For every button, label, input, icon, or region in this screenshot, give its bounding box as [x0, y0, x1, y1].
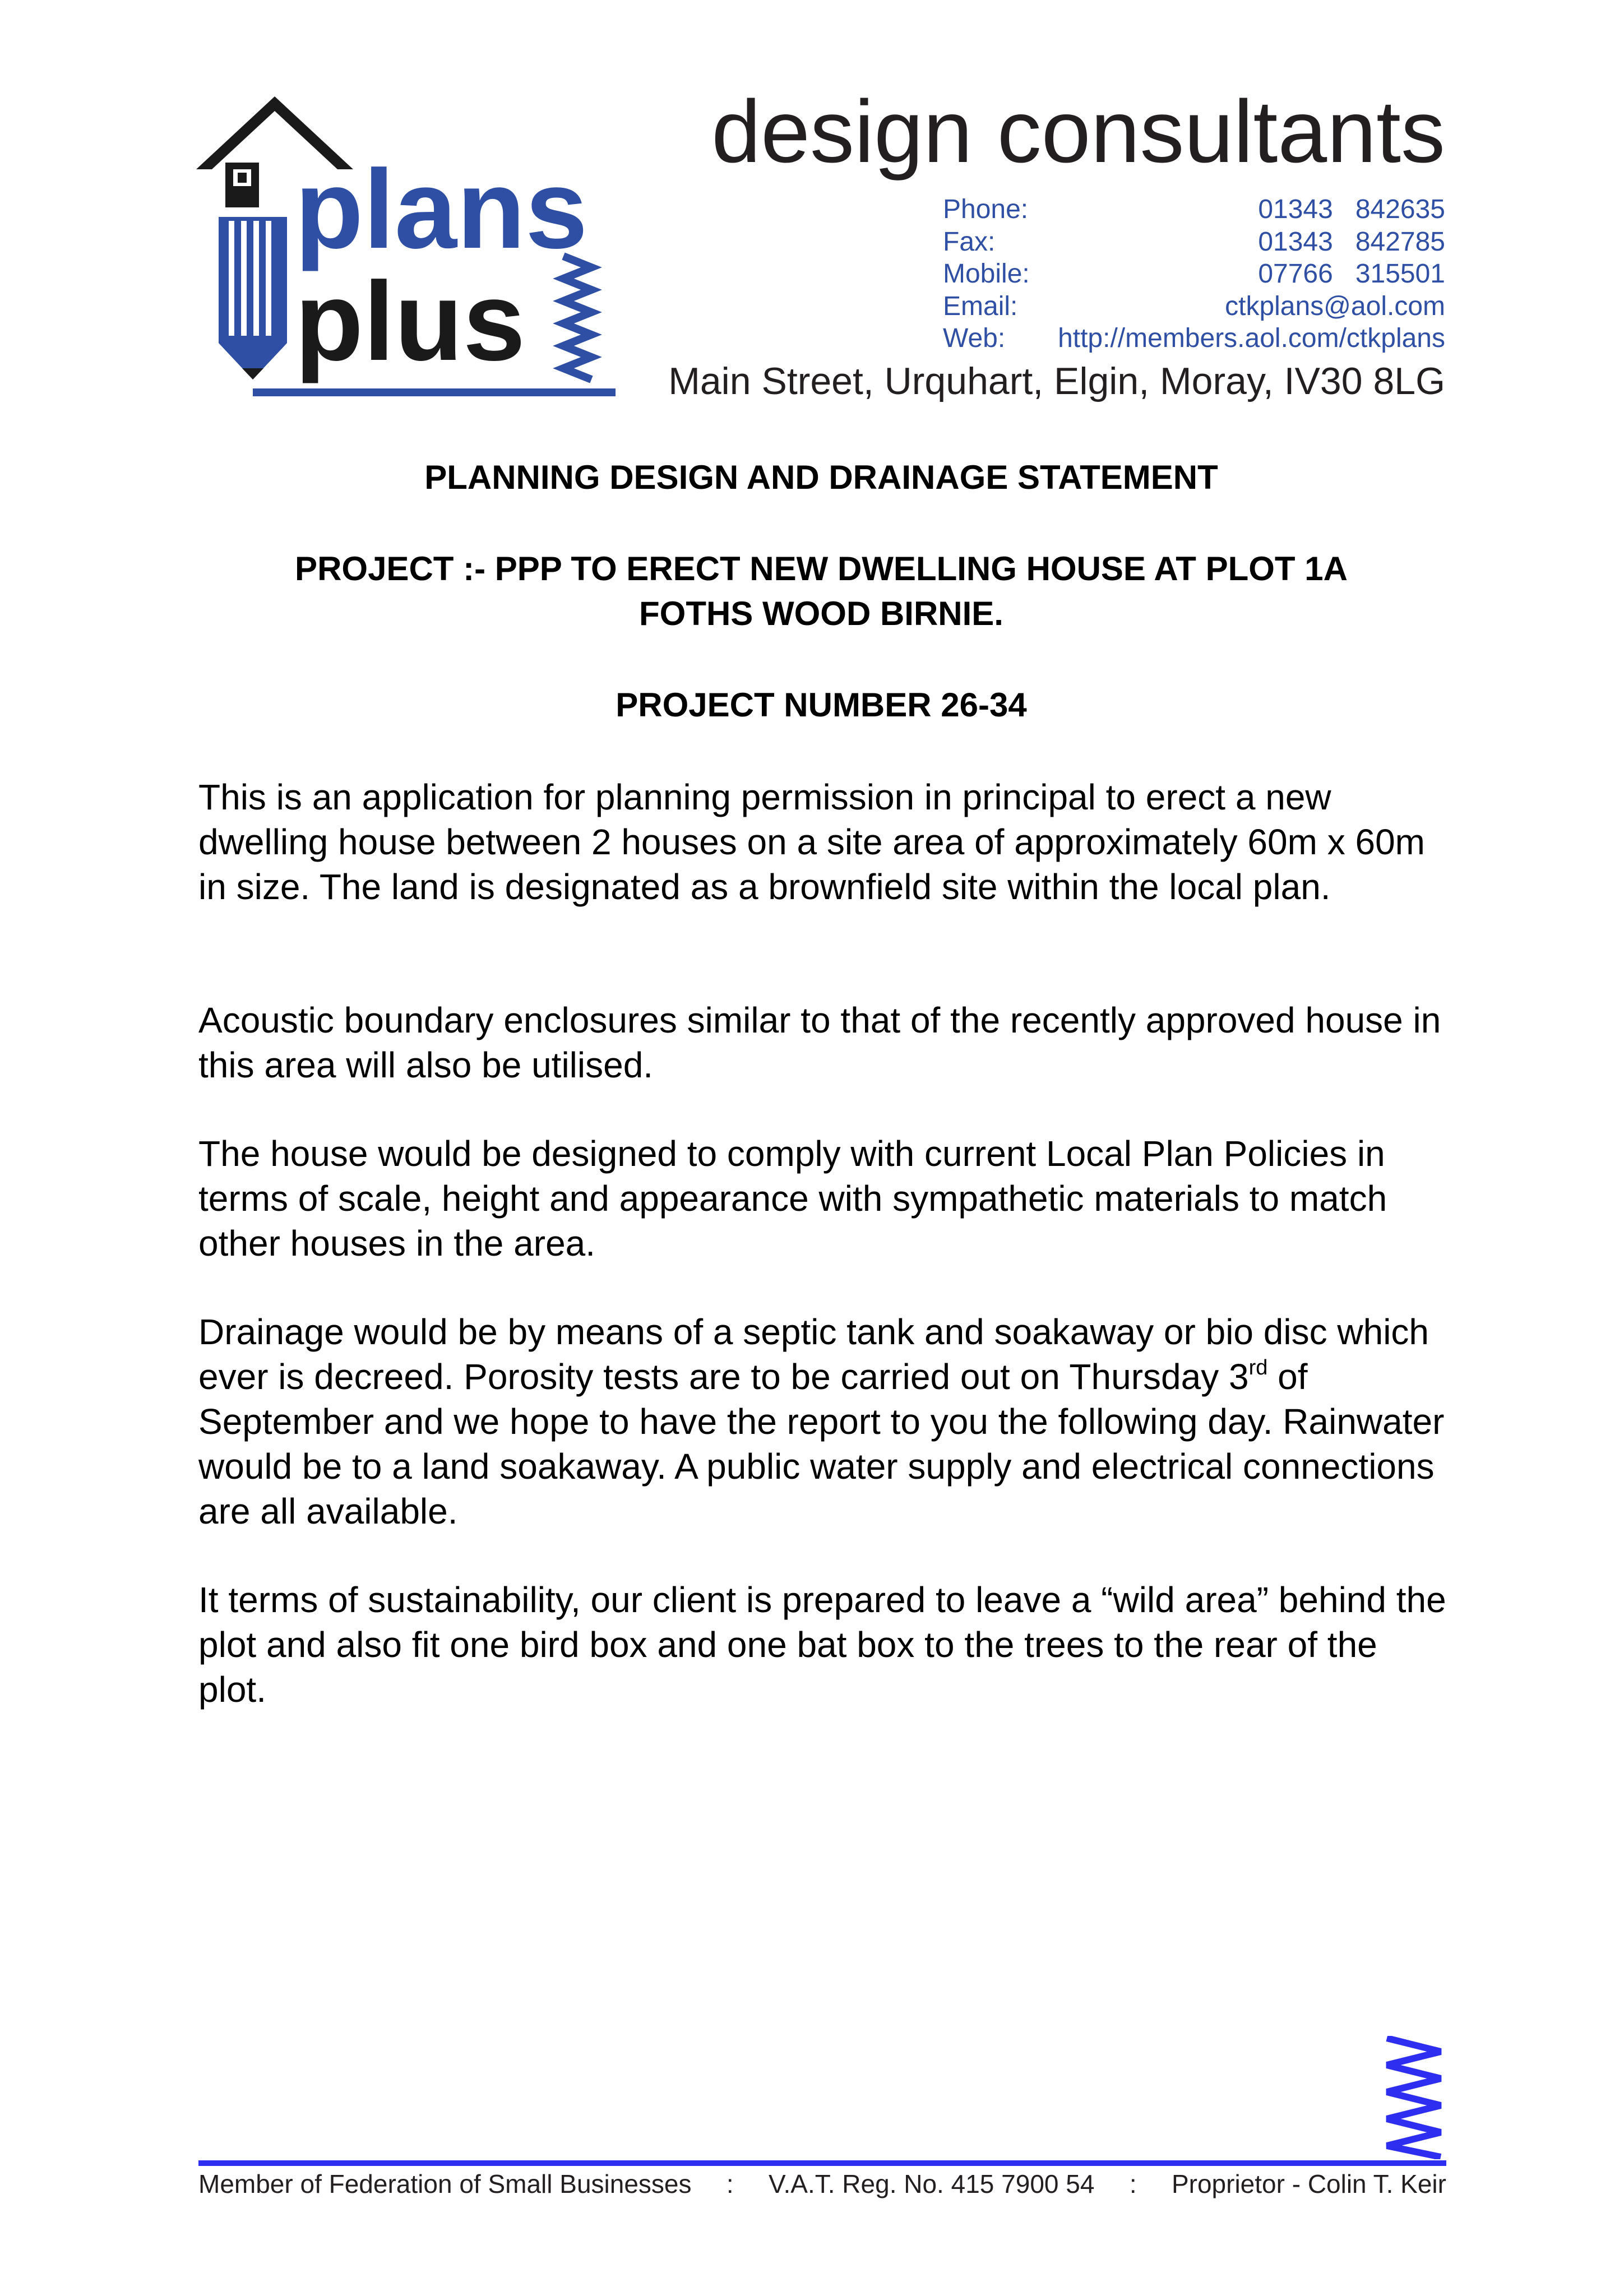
paragraph-application: This is an application for planning permission in principal to erect a new dwelling house between 2 houses on a site area of approximately 60m x 60m in size. The land is designated as a brownfield site within the local plan.	[198, 777, 1425, 907]
drainage-text-part-1: Drainage would be by means of a septic tank and soakaway or bio disc which ever is decreed. Porosity tests are to be carried out on Thursday 3	[198, 1312, 1429, 1397]
document-title: PLANNING DESIGN AND DRAINAGE STATEMENT	[424, 459, 1218, 496]
contact-label: Mobile:	[943, 259, 1030, 289]
contact-label: Web:	[943, 323, 1006, 353]
project-line-2: FOTHS WOOD BIRNIE.	[639, 595, 1003, 632]
contact-email	[943, 290, 1445, 323]
project-line-1: PROJECT :- PPP TO ERECT NEW DWELLING HOUSE AT PLOT 1A	[295, 550, 1348, 587]
firm-address: Main Street, Urquhart, Elgin, Moray, IV30 8LG	[668, 360, 1445, 402]
firm-name: design consultants	[711, 82, 1445, 181]
contact-details	[943, 193, 1445, 355]
contact-label: Email:	[943, 291, 1018, 321]
logo-word-plans: plans	[295, 147, 588, 272]
contact-value: http://members.aol.com/ctkplans	[1058, 323, 1445, 353]
logo-word-plus: plus	[295, 259, 526, 384]
paragraph-acoustic: Acoustic boundary enclosures similar to that of the recently approved house in this area will also be utilised.	[198, 1000, 1441, 1085]
contact-mobile	[943, 258, 1445, 290]
project-number: PROJECT NUMBER 26-34	[616, 686, 1027, 724]
contact-fax	[943, 226, 1445, 258]
paragraph-drainage	[198, 1309, 1454, 1534]
contact-value: 07766 315501	[1258, 259, 1445, 289]
plans-plus-logo	[196, 96, 622, 404]
contact-web	[943, 322, 1445, 355]
footer-separator: :	[726, 2169, 734, 2198]
zigzag-footer-icon	[1381, 2036, 1446, 2159]
pencil-icon	[219, 217, 287, 379]
paragraph-sustainability: It terms of sustainability, our client is prepared to leave a “wild area” behind the plot and also fit one bird box and one bat box to the trees to the rear of the plot.	[198, 1580, 1446, 1710]
zigzag-icon	[563, 256, 591, 379]
paragraph-design: The house would be designed to comply with current Local Plan Policies in terms of scale, height and appearance with sympathetic materials to match other houses in the area.	[198, 1133, 1387, 1263]
footer-membership: Member of Federation of Small Businesses	[198, 2169, 692, 2198]
footer-vat: V.A.T. Reg. No. 415 7900 54	[769, 2169, 1095, 2198]
contact-value: ctkplans@aol.com	[1225, 291, 1445, 321]
contact-value: 01343 842785	[1258, 226, 1445, 257]
ordinal-suffix: rd	[1248, 1356, 1268, 1380]
footer-proprietor: Proprietor - Colin T. Keir	[1171, 2169, 1446, 2198]
contact-label: Fax:	[943, 226, 996, 257]
footer-rule	[198, 2160, 1446, 2166]
contact-label: Phone:	[943, 195, 1029, 224]
footer-separator: :	[1129, 2169, 1137, 2198]
drainage-text-part-2: of September and we hope to have the report to you the following day. Rainwater would be to a land soakaway. A public water supply and electrical connections are all available.	[198, 1357, 1445, 1531]
footer-line	[198, 2168, 1446, 2200]
contact-value: 01343 842635	[1258, 195, 1445, 224]
contact-phone	[943, 193, 1445, 226]
